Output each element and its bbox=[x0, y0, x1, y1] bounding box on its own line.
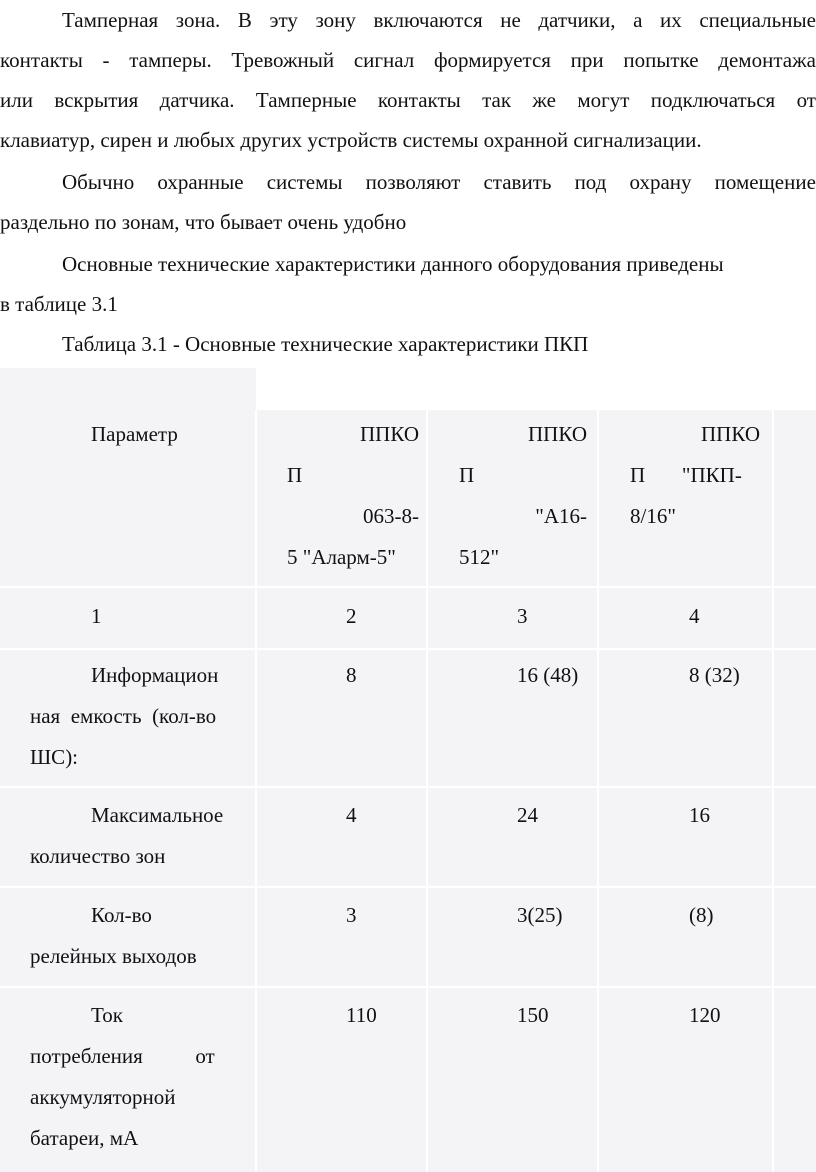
row-value: 8 bbox=[346, 663, 357, 687]
word: системы bbox=[266, 170, 343, 194]
param-text: количество зон bbox=[30, 844, 166, 868]
word: датчика. bbox=[159, 88, 235, 112]
table-row-divider bbox=[0, 586, 816, 588]
line-text: в таблице 3.1 bbox=[0, 292, 118, 316]
table-caption: Таблица 3.1 - Основные технические характеристики ПКП bbox=[62, 332, 589, 356]
col-number-1: 1 bbox=[91, 604, 102, 628]
header-text: 512" bbox=[459, 545, 500, 569]
line-text: клавиатур, сирен и любых других устройств системы охранной сигнализации. bbox=[0, 128, 702, 152]
param-text: ШС): bbox=[30, 745, 79, 769]
row-value: 8 (32) bbox=[689, 663, 740, 687]
word: формируется bbox=[433, 48, 551, 72]
param-text: Ток bbox=[91, 1003, 123, 1027]
word: же bbox=[532, 88, 556, 112]
word: специальные bbox=[699, 8, 816, 32]
header-text: 8/16" bbox=[630, 504, 676, 528]
param-text: аккумуляторной bbox=[30, 1085, 176, 1109]
p1-line-1 bbox=[62, 0, 816, 40]
word: Тревожный bbox=[231, 48, 335, 72]
param-text: Информацион bbox=[91, 663, 219, 687]
p3-line-2 bbox=[0, 284, 816, 324]
table-row-divider bbox=[0, 786, 816, 788]
param-text: потребления от bbox=[30, 1044, 215, 1068]
row-param-zones bbox=[30, 795, 244, 877]
param-text: Максимальное bbox=[91, 803, 224, 827]
word: Тамперная bbox=[62, 8, 159, 32]
word: тамперы. bbox=[129, 48, 212, 72]
row-value: 4 bbox=[346, 803, 357, 827]
word: не bbox=[500, 8, 521, 32]
col-number-2: 2 bbox=[346, 604, 357, 628]
header-text: ППКО bbox=[360, 422, 419, 446]
table-col-divider bbox=[772, 410, 774, 1172]
p1-line-3 bbox=[0, 80, 816, 120]
header-device-2 bbox=[459, 414, 587, 578]
word: сигнал bbox=[353, 48, 415, 72]
header-text: Параметр bbox=[91, 422, 178, 446]
word: демонтажа bbox=[718, 48, 816, 72]
word: ставить bbox=[483, 170, 552, 194]
row-value: 120 bbox=[689, 1003, 721, 1027]
word: зону bbox=[315, 8, 356, 32]
word: датчики, bbox=[538, 8, 616, 32]
word: вскрытия bbox=[54, 88, 139, 112]
row-value: 110 bbox=[346, 1003, 377, 1027]
header-text: ППКО bbox=[528, 422, 587, 446]
word: - bbox=[102, 48, 110, 72]
word: а bbox=[633, 8, 643, 32]
header-text: 5 "Аларм-5" bbox=[287, 545, 396, 569]
row-param-current bbox=[30, 995, 244, 1159]
word: позволяют bbox=[365, 170, 461, 194]
word: включаются bbox=[373, 8, 483, 32]
p1-line-4 bbox=[0, 120, 816, 160]
row-value: 16 (48) bbox=[517, 663, 579, 687]
header-text: П bbox=[287, 463, 303, 487]
table-row-divider bbox=[0, 886, 816, 888]
word: или bbox=[0, 88, 33, 112]
p3-line-1 bbox=[62, 244, 816, 284]
word: от bbox=[796, 88, 816, 112]
row-param-relays bbox=[30, 895, 244, 977]
word: так bbox=[482, 88, 512, 112]
table-col-divider bbox=[597, 410, 599, 1172]
word: их bbox=[659, 8, 682, 32]
p2-line-2 bbox=[0, 202, 816, 242]
table-row-divider bbox=[0, 648, 816, 650]
table-col-divider bbox=[426, 410, 428, 1172]
word: под bbox=[574, 170, 607, 194]
row-value: 24 bbox=[517, 803, 538, 827]
param-text: релейных выходов bbox=[30, 944, 197, 968]
word: зона. bbox=[175, 8, 221, 32]
row-value: 3(25) bbox=[517, 903, 563, 927]
word: Обычно bbox=[62, 170, 135, 194]
word: охранные bbox=[157, 170, 244, 194]
param-text: батареи, мА bbox=[30, 1126, 139, 1150]
table-col-divider bbox=[255, 410, 257, 1172]
word: В bbox=[237, 8, 252, 32]
header-text: "А16- bbox=[535, 504, 587, 528]
table-top-strip bbox=[0, 368, 256, 410]
col-number-3: 3 bbox=[517, 604, 528, 628]
line-text: Основные технические характеристики данного оборудования приведены bbox=[62, 252, 724, 276]
word: при bbox=[570, 48, 604, 72]
header-text: 063-8- bbox=[363, 504, 419, 528]
word: Тамперные bbox=[255, 88, 357, 112]
header-text: П "ПКП- bbox=[630, 463, 742, 487]
header-device-1 bbox=[287, 414, 419, 578]
table-row-divider bbox=[0, 986, 816, 988]
row-value: 3 bbox=[346, 903, 357, 927]
row-value: (8) bbox=[689, 903, 714, 927]
row-value: 16 bbox=[689, 803, 710, 827]
word: могут bbox=[577, 88, 630, 112]
line-text: раздельно по зонам, что бывает очень удобно bbox=[0, 210, 407, 234]
row-value: 150 bbox=[517, 1003, 549, 1027]
word: эту bbox=[269, 8, 298, 32]
row-param-capacity bbox=[30, 655, 244, 778]
word: охрану bbox=[629, 170, 692, 194]
word: помещение bbox=[714, 170, 816, 194]
header-text: ППКО bbox=[701, 422, 760, 446]
word: подключаться bbox=[650, 88, 776, 112]
p1-line-2 bbox=[0, 40, 816, 80]
param-text: ная емкость (кол-во bbox=[30, 704, 217, 728]
header-parameter bbox=[91, 414, 178, 455]
word: попытке bbox=[623, 48, 699, 72]
header-text: П bbox=[459, 463, 475, 487]
col-number-4: 4 bbox=[689, 604, 700, 628]
word: контакты bbox=[377, 88, 461, 112]
p2-line-1 bbox=[62, 162, 816, 202]
param-text: Кол-во bbox=[91, 903, 152, 927]
header-device-3 bbox=[630, 414, 760, 537]
word: контакты bbox=[0, 48, 83, 72]
